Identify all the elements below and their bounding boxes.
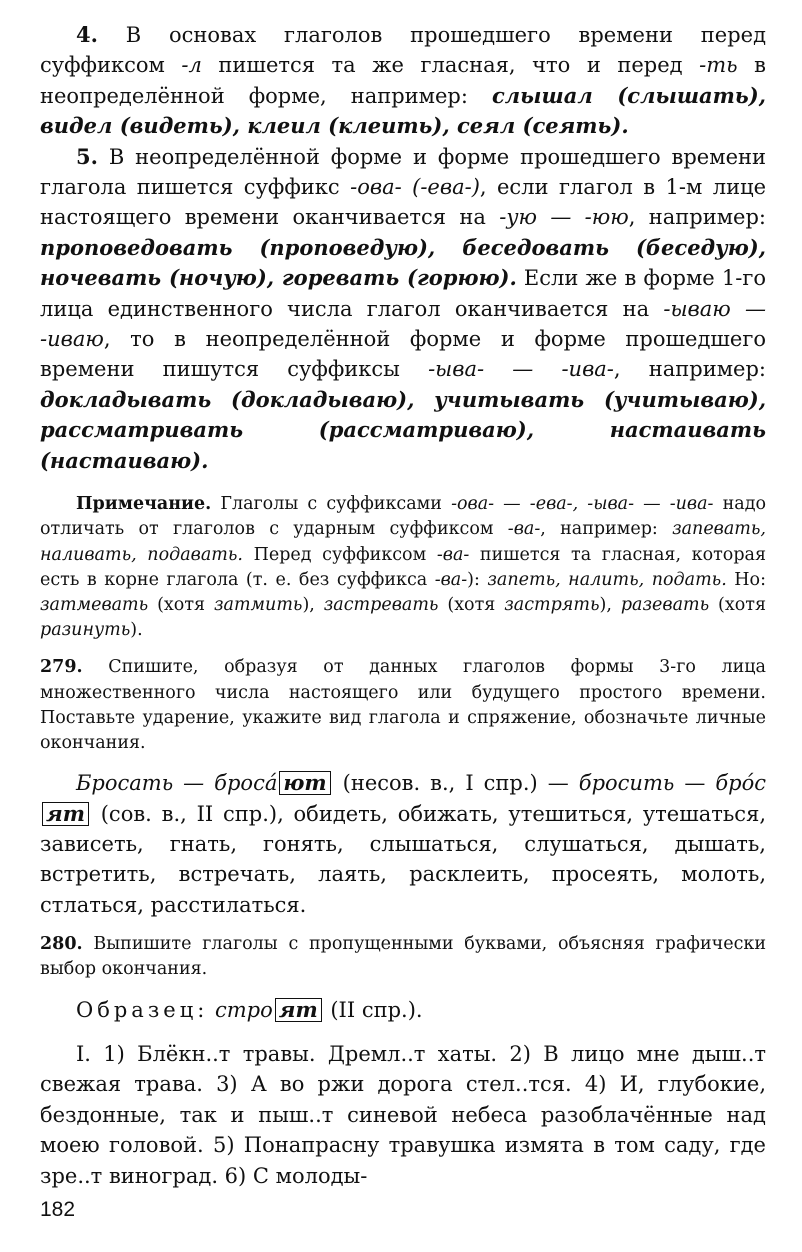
- rule-4: 4. В основах глаголов прошедшего времени перед суффиксом -л пишется та же гласная, что и перед -ть в неопределённой форме, например: слышал (слышать), видел (видеть), клеил (клеить), сеял (сеять).: [40, 22, 766, 139]
- ending-example: -ываю — -иваю: [40, 296, 767, 352]
- exercise-number: 280.: [40, 934, 83, 955]
- rule-number: 4.: [76, 22, 98, 47]
- word-examples: докладывать (докладываю), учитывать (учитываю), рассматривать (рассматриваю), настаивать (настаиваю).: [40, 386, 766, 473]
- ending-box: ют: [279, 771, 330, 795]
- exercise-280-sample: Образец: стро ят (II спр.).: [76, 996, 423, 1022]
- ending-box: ят: [275, 998, 322, 1022]
- exercise-280-task: 280. Выпишите глаголы с пропущенными буквами, объясняя графически выбор окончания.: [40, 934, 766, 980]
- suffix-example: -ова- (-ева-): [350, 175, 480, 200]
- suffix-example: -ть: [699, 53, 738, 78]
- suffix-example: -л: [181, 53, 202, 78]
- exercise-279-words: Бросать — бросá ют (несов. в., I спр.) — бросить — брóсят (сов. в., II спр.), обидеть, обижать, утешиться, утешаться, зависеть, гнать, гонять, слышаться, слушаться, дышать, встретить, встречать, лаять, расклеить, просеять, молоть, стлаться, расстилаться.: [40, 770, 767, 917]
- rule-number: 5.: [76, 143, 98, 169]
- exercise-280-text: I. 1) Блёкн..т травы. Дремл..т хаты. 2) В лицо мне дыш..т свежая трава. 3) А во ржи дорога стел..тся. 4) И, глубокие, бездонные, так и пыш..т синевой небеса разоблачённые над моею головой. 5) Понапрасну травушка измята в том саду, где зре..т виноград. 6) С молоды-: [40, 1041, 766, 1188]
- ending-example: -ую — -юю: [499, 205, 629, 230]
- exercise-number: 279.: [40, 657, 83, 678]
- note-block: Примечание. Глаголы с суффиксами -ова- — -ева-, -ыва- — -ива- надо отличать от глаголов с ударным суффиксом -ва-, например: запевать, наливать, подавать. Перед суффиксом -ва- пишется та гласная, которая есть в корне глагола (т. е. без суффикса -ва-): запеть, налить, подать. Но: затмевать (хотя затмить), застревать (хотя застрять), разевать (хотя разинуть).: [40, 494, 767, 641]
- suffix-example: -ыва- — -ива-: [428, 357, 614, 382]
- page-number: 182: [40, 1198, 76, 1221]
- note-label: Примечание.: [76, 494, 212, 515]
- rule-5: 5. В неопределённой форме и форме прошедшего времени глагола пишется суффикс -ова- (-ева-), если глагол в 1-м лице настоящего времени оканчивается на -ую — -юю, например: проповедовать (проповедую), беседовать (беседую), ночевать (ночую), горевать (горюю). Если же в форме 1-го лица единственного числа глагол оканчивается на -ываю — -иваю, то в неопределённой форме и форме прошедшего времени пишутся суффиксы -ыва- — -ива-, например: докладывать (докладываю), учитывать (учитываю), рассматривать (рассматриваю), настаивать (настаиваю).: [40, 143, 767, 473]
- word-examples: слышал (слышать), видел (видеть), клеил (клеить), сеял (сеять).: [40, 82, 766, 139]
- sample-label: Образец:: [76, 997, 209, 1022]
- word-examples: проповедовать (проповедую), беседовать (беседую), ночевать (ночую), горевать (горюю).: [40, 234, 766, 291]
- exercise-279-task: 279. Спишите, образуя от данных глаголов формы 3-го лица множественного числа настоящего или будущего простого времени. Поставьте ударение, укажите вид глагола и спряжение, обозначьте личные окончания.: [40, 657, 766, 753]
- textbook-page: [40, 20, 766, 1191]
- ending-box: ят: [42, 802, 89, 826]
